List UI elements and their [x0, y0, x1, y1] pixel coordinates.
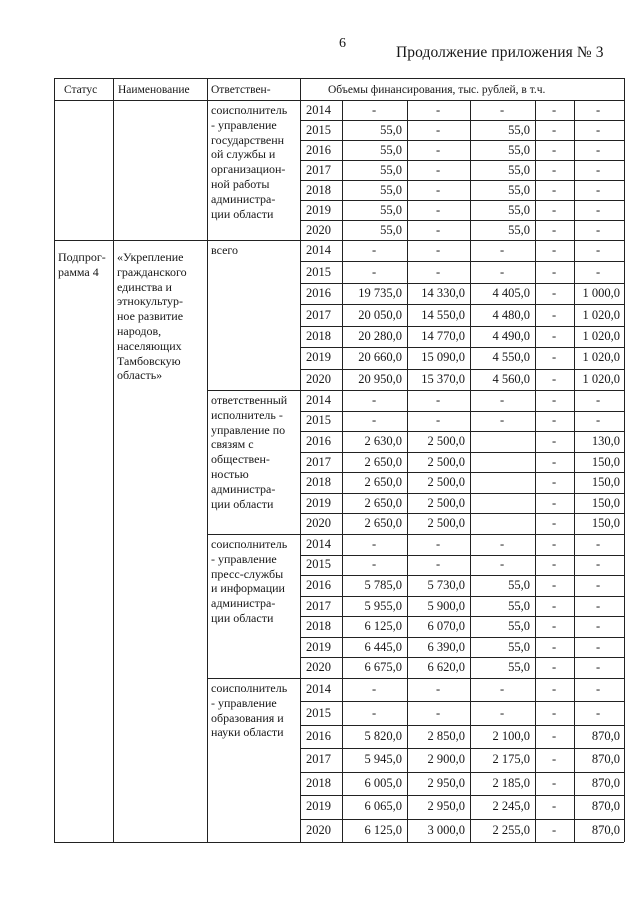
value-cell: 150,0 — [591, 516, 620, 530]
value-cell: - — [552, 475, 557, 489]
year-cell: 2015 — [306, 123, 331, 137]
header-funding: Объемы финансирования, тыс. рублей, в т.ч. — [328, 84, 546, 96]
value-cell: - — [596, 243, 601, 257]
data-row-rule — [300, 140, 624, 141]
name-responsible-rule — [207, 78, 208, 842]
value-cell: - — [552, 163, 557, 177]
year-cell: 2020 — [306, 660, 331, 674]
value-cell: - — [552, 557, 557, 571]
value-cell: - — [500, 413, 505, 427]
group-top-rule — [207, 240, 624, 241]
data-row-rule — [300, 555, 624, 556]
value-cell: - — [372, 103, 377, 117]
data-row-rule — [300, 513, 624, 514]
value-cell: 55,0 — [508, 143, 530, 157]
value-cell: 1 020,0 — [582, 350, 620, 364]
year-cell: 2017 — [306, 308, 331, 322]
value-cell: - — [552, 393, 557, 407]
value-cell: - — [372, 243, 377, 257]
value-cell: - — [436, 682, 441, 696]
value-cell: 55,0 — [380, 163, 402, 177]
value-cell: 5 730,0 — [427, 578, 465, 592]
value-cell: - — [372, 682, 377, 696]
value-cell: 150,0 — [591, 455, 620, 469]
value-cell: - — [596, 103, 601, 117]
value-cell: 4 550,0 — [492, 350, 530, 364]
value-cell: - — [552, 455, 557, 469]
value-cell: - — [596, 163, 601, 177]
year-cell: 2016 — [306, 143, 331, 157]
value-cell: 2 500,0 — [427, 455, 465, 469]
value-cell: 2 850,0 — [427, 729, 465, 743]
value-cell: - — [552, 434, 557, 448]
value-cell: 150,0 — [591, 496, 620, 510]
value-cell: 2 650,0 — [364, 516, 402, 530]
value-cell: 55,0 — [508, 223, 530, 237]
value-cell: 2 100,0 — [492, 729, 530, 743]
value-cell: - — [436, 123, 441, 137]
value-cell: - — [552, 516, 557, 530]
data-column-rule — [407, 100, 408, 240]
value-cell: 55,0 — [380, 203, 402, 217]
value-cell: 20 050,0 — [358, 308, 402, 322]
value-cell: - — [436, 265, 441, 279]
value-cell: - — [552, 372, 557, 386]
value-cell: - — [436, 243, 441, 257]
value-cell: - — [552, 243, 557, 257]
year-cell: 2020 — [306, 223, 331, 237]
responsible-text: соисполнитель - управление образования и науки области — [211, 681, 288, 740]
year-cell: 2014 — [306, 103, 331, 117]
value-cell: 6 620,0 — [427, 660, 465, 674]
data-row-rule — [300, 575, 624, 576]
value-cell: - — [596, 557, 601, 571]
year-cell: 2018 — [306, 329, 331, 343]
header-status: Статус — [64, 84, 98, 96]
data-row-rule — [300, 795, 624, 796]
value-cell: 19 735,0 — [358, 286, 402, 300]
value-cell: 55,0 — [508, 183, 530, 197]
value-cell: 2 900,0 — [427, 752, 465, 766]
value-cell: 55,0 — [508, 640, 530, 654]
value-cell: - — [596, 123, 601, 137]
value-cell: - — [552, 265, 557, 279]
status-name-rule — [113, 78, 114, 842]
year-cell: 2014 — [306, 682, 331, 696]
value-cell: 2 950,0 — [427, 776, 465, 790]
data-row-rule — [300, 283, 624, 284]
value-cell: 6 445,0 — [364, 640, 402, 654]
value-cell: 2 500,0 — [427, 496, 465, 510]
value-cell: - — [500, 265, 505, 279]
value-cell: 55,0 — [380, 223, 402, 237]
value-cell: - — [436, 393, 441, 407]
value-cell: 2 255,0 — [492, 823, 530, 837]
value-cell: 55,0 — [508, 123, 530, 137]
value-cell: - — [552, 308, 557, 322]
data-row-rule — [300, 772, 624, 773]
value-cell: - — [552, 537, 557, 551]
value-cell: 2 500,0 — [427, 516, 465, 530]
year-cell: 2014 — [306, 537, 331, 551]
value-cell: - — [596, 599, 601, 613]
value-cell: 55,0 — [508, 203, 530, 217]
value-cell: - — [596, 578, 601, 592]
value-cell: 1 020,0 — [582, 372, 620, 386]
value-cell: - — [596, 203, 601, 217]
value-cell: 5 785,0 — [364, 578, 402, 592]
value-cell: - — [552, 143, 557, 157]
value-cell: - — [552, 706, 557, 720]
value-cell: - — [436, 537, 441, 551]
value-cell: 55,0 — [380, 143, 402, 157]
value-cell: - — [436, 183, 441, 197]
value-cell: 870,0 — [591, 799, 620, 813]
data-column-rule — [535, 240, 536, 390]
year-cell: 2015 — [306, 413, 331, 427]
value-cell: - — [500, 103, 505, 117]
value-cell: - — [552, 752, 557, 766]
value-cell: 55,0 — [508, 619, 530, 633]
group-top-rule — [207, 678, 624, 679]
value-cell: - — [500, 243, 505, 257]
value-cell: 6 005,0 — [364, 776, 402, 790]
value-cell: 4 405,0 — [492, 286, 530, 300]
value-cell: 6 070,0 — [427, 619, 465, 633]
year-cell: 2019 — [306, 640, 331, 654]
value-cell: - — [552, 682, 557, 696]
data-row-rule — [300, 200, 624, 201]
data-row-rule — [300, 493, 624, 494]
year-cell: 2018 — [306, 776, 331, 790]
data-row-rule — [300, 431, 624, 432]
value-cell: 4 480,0 — [492, 308, 530, 322]
value-cell: 5 820,0 — [364, 729, 402, 743]
value-cell: 14 330,0 — [421, 286, 465, 300]
value-cell: 130,0 — [591, 434, 620, 448]
value-cell: 870,0 — [591, 823, 620, 837]
value-cell: 2 245,0 — [492, 799, 530, 813]
year-cell: 2020 — [306, 516, 331, 530]
value-cell: 55,0 — [508, 599, 530, 613]
value-cell: - — [372, 557, 377, 571]
data-row-rule — [300, 347, 624, 348]
year-cell: 2019 — [306, 203, 331, 217]
value-cell: - — [436, 103, 441, 117]
header-bottom-rule — [54, 100, 624, 101]
responsible-text: ответственный исполнитель - управление по связям с обществен- ностью администра- ции области — [211, 393, 288, 511]
value-cell: 2 650,0 — [364, 496, 402, 510]
year-cell: 2015 — [306, 706, 331, 720]
value-cell: 55,0 — [380, 183, 402, 197]
value-cell: - — [500, 682, 505, 696]
value-cell: 1 020,0 — [582, 329, 620, 343]
data-row-rule — [300, 596, 624, 597]
data-row-rule — [300, 616, 624, 617]
table-left-rule — [54, 78, 55, 842]
value-cell: 2 175,0 — [492, 752, 530, 766]
value-cell: - — [552, 799, 557, 813]
value-cell: 150,0 — [591, 475, 620, 489]
value-cell: - — [436, 557, 441, 571]
value-cell: - — [552, 103, 557, 117]
value-cell: - — [372, 413, 377, 427]
table-bottom-rule — [54, 842, 624, 843]
value-cell: - — [372, 393, 377, 407]
continuation-title: Продолжение приложения № 3 — [396, 44, 604, 61]
responsible-text: всего — [211, 243, 239, 257]
data-row-rule — [300, 160, 624, 161]
year-cell: 2017 — [306, 599, 331, 613]
group-top-rule — [207, 390, 624, 391]
value-cell: 55,0 — [508, 163, 530, 177]
subprogram-status: Подпрог- рамма 4 — [58, 250, 106, 279]
year-cell: 2016 — [306, 729, 331, 743]
year-cell: 2020 — [306, 823, 331, 837]
value-cell: - — [436, 706, 441, 720]
value-cell: - — [552, 183, 557, 197]
value-cell: - — [596, 413, 601, 427]
value-cell: - — [436, 163, 441, 177]
data-row-rule — [300, 472, 624, 473]
value-cell: - — [596, 640, 601, 654]
value-cell: - — [372, 706, 377, 720]
data-row-rule — [300, 220, 624, 221]
value-cell: 4 560,0 — [492, 372, 530, 386]
data-row-rule — [300, 452, 624, 453]
value-cell: 870,0 — [591, 752, 620, 766]
value-cell: - — [596, 265, 601, 279]
table-top-rule — [54, 78, 624, 79]
value-cell: 2 650,0 — [364, 475, 402, 489]
value-cell: 55,0 — [508, 660, 530, 674]
value-cell: 2 185,0 — [492, 776, 530, 790]
value-cell: - — [552, 823, 557, 837]
value-cell: - — [552, 203, 557, 217]
data-row-rule — [300, 369, 624, 370]
value-cell: - — [500, 537, 505, 551]
group-top-rule — [207, 534, 624, 535]
value-cell: - — [436, 143, 441, 157]
value-cell: - — [552, 350, 557, 364]
year-cell: 2020 — [306, 372, 331, 386]
value-cell: - — [552, 329, 557, 343]
data-row-rule — [300, 326, 624, 327]
value-cell: 5 945,0 — [364, 752, 402, 766]
value-cell: - — [552, 599, 557, 613]
value-cell: 15 090,0 — [421, 350, 465, 364]
value-cell: - — [372, 537, 377, 551]
data-row-rule — [300, 819, 624, 820]
year-cell: 2018 — [306, 183, 331, 197]
year-cell: 2016 — [306, 286, 331, 300]
value-cell: 2 500,0 — [427, 475, 465, 489]
value-cell: 14 770,0 — [421, 329, 465, 343]
year-cell: 2015 — [306, 557, 331, 571]
value-cell: - — [596, 706, 601, 720]
value-cell: - — [596, 223, 601, 237]
value-cell: - — [596, 660, 601, 674]
value-cell: - — [372, 265, 377, 279]
year-cell: 2014 — [306, 393, 331, 407]
value-cell: 6 125,0 — [364, 619, 402, 633]
data-row-rule — [300, 180, 624, 181]
value-cell: - — [596, 143, 601, 157]
value-cell: - — [552, 496, 557, 510]
value-cell: 2 950,0 — [427, 799, 465, 813]
value-cell: - — [552, 640, 557, 654]
value-cell: 1 020,0 — [582, 308, 620, 322]
value-cell: 2 650,0 — [364, 455, 402, 469]
value-cell: 6 675,0 — [364, 660, 402, 674]
value-cell: - — [552, 578, 557, 592]
value-cell: 4 490,0 — [492, 329, 530, 343]
data-row-rule — [300, 304, 624, 305]
data-row-rule — [300, 748, 624, 749]
responsible-text: соисполнитель - управление пресс-службы и информации администра- ции области — [211, 537, 288, 625]
value-cell: - — [596, 537, 601, 551]
year-cell: 2017 — [306, 455, 331, 469]
year-cell: 2019 — [306, 350, 331, 364]
data-row-rule — [300, 120, 624, 121]
year-cell: 2016 — [306, 578, 331, 592]
value-cell: - — [552, 123, 557, 137]
value-cell: 3 000,0 — [427, 823, 465, 837]
value-cell: - — [552, 413, 557, 427]
year-cell: 2019 — [306, 496, 331, 510]
value-cell: 15 370,0 — [421, 372, 465, 386]
subprogram-top-rule — [54, 240, 207, 241]
year-cell: 2018 — [306, 475, 331, 489]
value-cell: - — [596, 682, 601, 696]
value-cell: - — [596, 183, 601, 197]
value-cell: 870,0 — [591, 729, 620, 743]
header-name: Наименование — [118, 84, 190, 96]
value-cell: - — [500, 393, 505, 407]
header-responsible: Ответствен- — [211, 84, 271, 96]
data-row-rule — [300, 725, 624, 726]
year-cell: 2018 — [306, 619, 331, 633]
value-cell: 20 280,0 — [358, 329, 402, 343]
value-cell: 14 550,0 — [421, 308, 465, 322]
data-row-rule — [300, 701, 624, 702]
value-cell: 5 955,0 — [364, 599, 402, 613]
year-cell: 2014 — [306, 243, 331, 257]
value-cell: 1 000,0 — [582, 286, 620, 300]
value-cell: 6 065,0 — [364, 799, 402, 813]
table-right-rule — [624, 78, 625, 842]
value-cell: - — [500, 706, 505, 720]
data-row-rule — [300, 261, 624, 262]
value-cell: - — [500, 557, 505, 571]
value-cell: - — [436, 223, 441, 237]
value-cell: 2 630,0 — [364, 434, 402, 448]
value-cell: - — [436, 413, 441, 427]
data-row-rule — [300, 657, 624, 658]
value-cell: - — [552, 660, 557, 674]
subprogram-name: «Укрепление гражданского единства и этнокультур- ное развитие народов, населяющих Тамбовскую область» — [117, 250, 187, 383]
value-cell: - — [552, 223, 557, 237]
year-cell: 2015 — [306, 265, 331, 279]
responsible-text: соисполнитель - управление государственн ой службы и организацион- ной работы администра- ции области — [211, 103, 288, 221]
value-cell: - — [436, 203, 441, 217]
value-cell: 55,0 — [380, 123, 402, 137]
value-cell: - — [552, 619, 557, 633]
value-cell: 6 125,0 — [364, 823, 402, 837]
year-cell: 2016 — [306, 434, 331, 448]
value-cell: 2 500,0 — [427, 434, 465, 448]
year-cell: 2017 — [306, 752, 331, 766]
data-column-rule — [535, 678, 536, 842]
value-cell: - — [552, 286, 557, 300]
value-cell: - — [596, 619, 601, 633]
value-cell: 55,0 — [508, 578, 530, 592]
value-cell: 870,0 — [591, 776, 620, 790]
page-number: 6 — [339, 36, 346, 51]
responsible-year-rule — [300, 78, 301, 842]
value-cell: - — [552, 729, 557, 743]
value-cell: - — [596, 393, 601, 407]
data-column-rule — [535, 100, 536, 240]
value-cell: 5 900,0 — [427, 599, 465, 613]
year-cell: 2019 — [306, 799, 331, 813]
value-cell: 20 950,0 — [358, 372, 402, 386]
value-cell: - — [552, 776, 557, 790]
value-cell: 20 660,0 — [358, 350, 402, 364]
data-row-rule — [300, 411, 624, 412]
data-row-rule — [300, 637, 624, 638]
value-cell: 6 390,0 — [427, 640, 465, 654]
year-cell: 2017 — [306, 163, 331, 177]
data-column-rule — [574, 100, 575, 240]
